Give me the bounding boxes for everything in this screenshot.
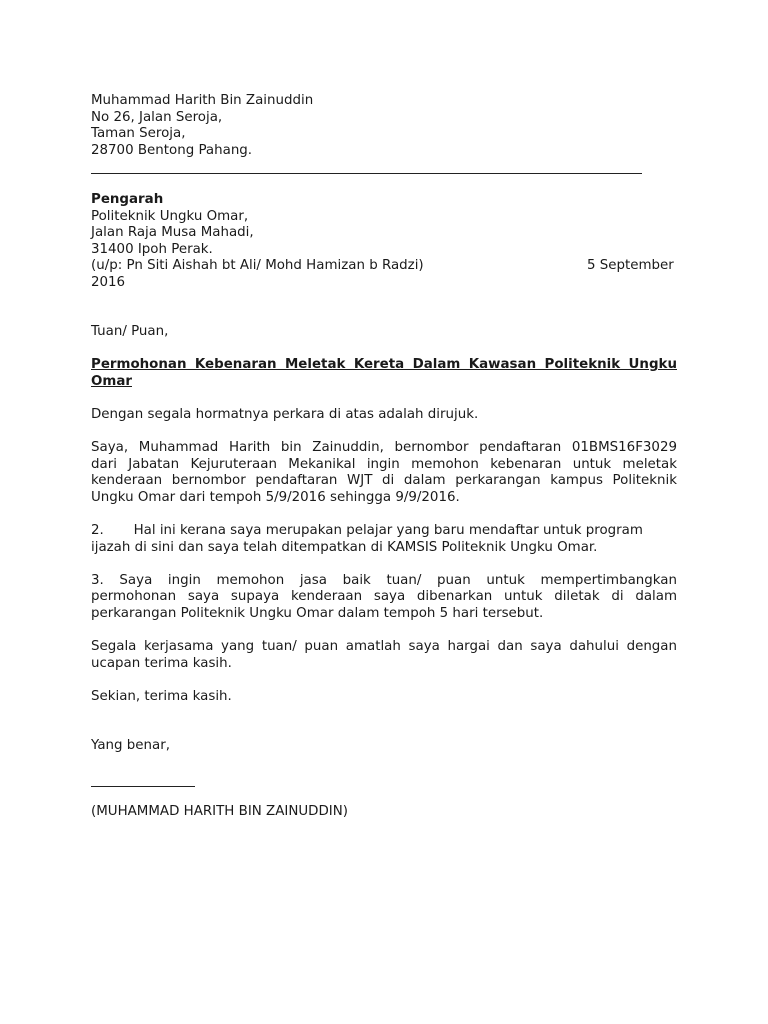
header-divider: [91, 173, 642, 174]
paragraph-4-line: Segala kerjasama yang tuan/ puan amatlah saya hargai dan saya dahului dengan: [91, 639, 677, 654]
subject-line-2: Omar: [91, 374, 132, 389]
paragraph-3-line: permohonan saya supaya kenderaan saya dibenarkan untuk diletak di dalam: [91, 589, 677, 604]
sender-address-line-3: 28700 Bentong Pahang.: [91, 143, 253, 158]
letter-date: 5 September: [587, 258, 674, 273]
recipient-attention: (u/p: Pn Siti Aishah bt Ali/ Mohd Hamizan b Radzi): [91, 258, 424, 273]
paragraph-1-line: Ungku Omar dari tempoh 5/9/2016 sehingga 9/9/2016.: [91, 490, 460, 505]
salutation: Tuan/ Puan,: [91, 324, 169, 339]
paragraph-3-line: perkarangan Politeknik Ungku Omar dalam tempoh 5 hari tersebut.: [91, 606, 544, 621]
paragraph-3-line: 3. Saya ingin memohon jasa baik tuan/ puan untuk mempertimbangkan: [91, 573, 677, 588]
paragraph-1-line: Saya, Muhammad Harith bin Zainuddin, bernombor pendaftaran 01BMS16F3029: [91, 440, 677, 455]
recipient-org: Politeknik Ungku Omar,: [91, 209, 249, 224]
recipient-title: Pengarah: [91, 192, 164, 207]
signoff: Yang benar,: [91, 738, 170, 753]
paragraph-2-line: ijazah di sini dan saya telah ditempatkan di KAMSIS Politeknik Ungku Omar.: [91, 540, 598, 555]
recipient-address-line-2: 31400 Ipoh Perak.: [91, 242, 213, 257]
closing-line: Sekian, terima kasih.: [91, 689, 232, 704]
sender-name: Muhammad Harith Bin Zainuddin: [91, 93, 314, 108]
intro-paragraph: Dengan segala hormatnya perkara di atas adalah dirujuk.: [91, 407, 479, 422]
signature-line: [91, 786, 195, 787]
subject-line-1: Permohonan Kebenaran Meletak Kereta Dalam Kawasan Politeknik Ungku: [91, 357, 677, 372]
sender-address-line-2: Taman Seroja,: [91, 126, 186, 141]
paragraph-2-line: 2. Hal ini kerana saya merupakan pelajar yang baru mendaftar untuk program: [91, 523, 643, 538]
paragraph-4-line: ucapan terima kasih.: [91, 656, 232, 671]
sender-address-line-1: No 26, Jalan Seroja,: [91, 110, 223, 125]
paragraph-1-line: dari Jabatan Kejuruteraan Mekanikal ingin memohon kebenaran untuk meletak: [91, 457, 677, 472]
signature-name: (MUHAMMAD HARITH BIN ZAINUDDIN): [91, 804, 348, 819]
recipient-address-line-1: Jalan Raja Musa Mahadi,: [91, 225, 254, 240]
letter-date-year: 2016: [91, 275, 126, 290]
paragraph-1-line: kenderaan bernombor pendaftaran WJT di dalam perkarangan kampus Politeknik: [91, 473, 677, 488]
